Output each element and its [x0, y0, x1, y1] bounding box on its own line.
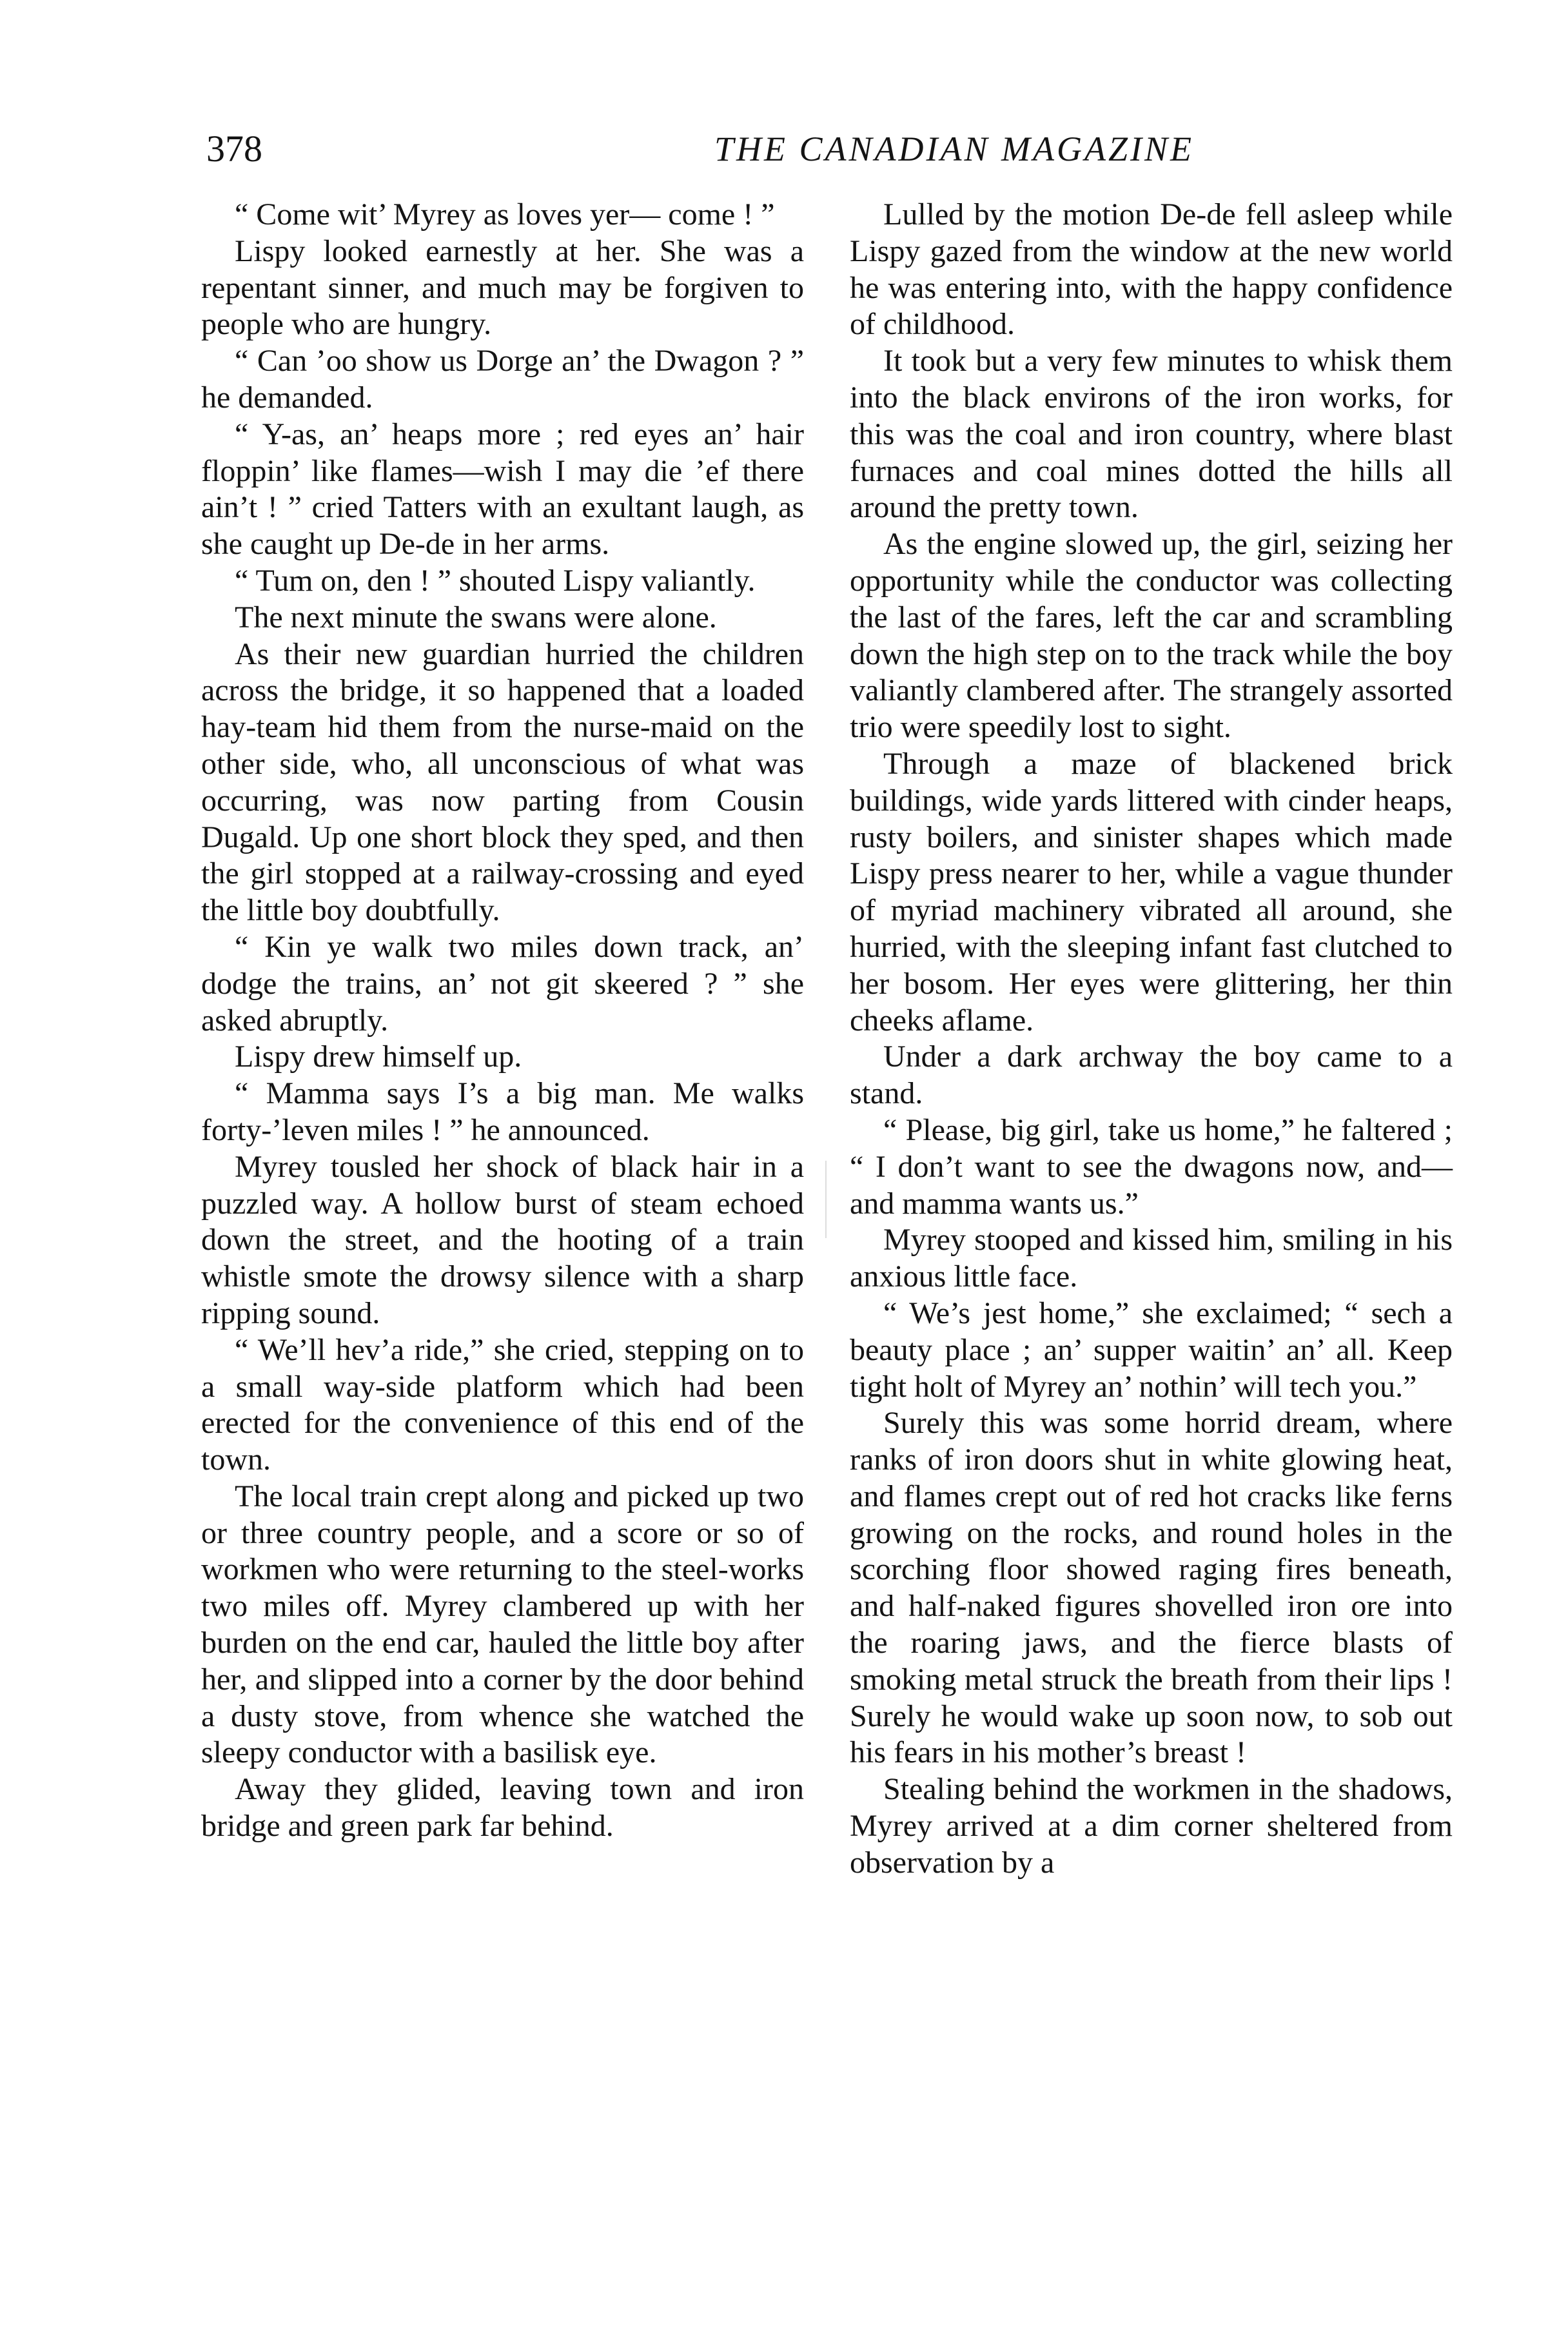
left-column [201, 197, 804, 1845]
page-number: 378 [206, 128, 262, 170]
right-column [850, 197, 1453, 1882]
paragraph: “ We’ll hev’a ride,” she cried, stepping on to a small way-side platform which had been erected for the convenience of this end of the town. [201, 1332, 804, 1477]
paragraph: “ Mamma says I’s a big man. Me walks forty-’leven miles ! ” he announced. [201, 1076, 804, 1147]
running-title: THE CANADIAN MAGAZINE [714, 130, 1194, 168]
paragraph: Lispy drew himself up. [235, 1039, 522, 1074]
paragraph: Myrey tousled her shock of black hair in a puzzled way. A hollow burst of steam echoed down the street, and the hooting of a train whistle smote the drowsy silence with a sharp ripping sound. [201, 1149, 804, 1330]
paragraph: “ Come wit’ Myrey as loves yer— come ! ” [235, 197, 775, 231]
paragraph: The next minute the swans were alone. [235, 600, 717, 635]
paragraph: Stealing behind the workmen in the shadows, Myrey arrived at a dim corner sheltered from observation by a [850, 1772, 1453, 1880]
paragraph: As their new guardian hurried the children across the bridge, it so happened that a loaded hay-team hid them from the nurse-maid on the other side, who, all unconscious of what was occurring, was now parting from Cousin Dugald. Up one short block they sped, and then the girl stopped at a railway-crossing and eyed the little boy doubtfully. [201, 636, 804, 928]
paragraph: “ Y-as, an’ heaps more ; red eyes an’ hair floppin’ like flames—wish I may die ’ef there ain’t ! ” cried Tatters with an exultant laugh, as she caught up De-de in her arms. [201, 417, 804, 562]
paragraph: “ Can ’oo show us Dorge an’ the Dwagon ? ” he demanded. [201, 344, 804, 415]
paragraph: As the engine slowed up, the girl, seizing her opportunity while the conductor was collecting the last of the fares, left the car and scrambling down the high step on to the track while the boy valiantly clambered after. The strangely assorted trio were speedily lost to sight. [850, 527, 1453, 745]
paragraph: It took but a very few minutes to whisk them into the black environs of the iron works, for this was the coal and iron country, where blast furnaces and coal mines dotted the hills all around the pretty town. [850, 344, 1453, 525]
column-divider [825, 1161, 827, 1238]
paragraph: “ We’s jest home,” she exclaimed; “ sech a beauty place ; an’ supper waitin’ an’ all. Keep tight holt of Myrey an’ nothin’ will tech you.” [850, 1295, 1453, 1404]
paragraph: The local train crept along and picked up two or three country people, and a score or so of workmen who were returning to the steel-works two miles off. Myrey clambered up with her burden on the end car, hauled the little boy after her, and slipped into a corner by the door behind a dusty stove, from whence she watched the sleepy conductor with a basilisk eye. [201, 1479, 804, 1770]
paragraph: “ Tum on, den ! ” shouted Lispy valiantly. [235, 563, 756, 598]
paragraph: “ Please, big girl, take us home,” he faltered ; “ I don’t want to see the dwagons now, and—and mamma wants us.” [850, 1112, 1453, 1221]
paragraph: Away they glided, leaving town and iron bridge and green park far behind. [201, 1772, 804, 1844]
paragraph: Myrey stooped and kissed him, smiling in his anxious little face. [850, 1223, 1453, 1294]
paragraph: Under a dark archway the boy came to a stand. [850, 1039, 1453, 1111]
page-header [0, 120, 1568, 178]
paragraph: Lispy looked earnestly at her. She was a repentant sinner, and much may be forgiven to people who are hungry. [201, 233, 804, 342]
paragraph: Surely this was some horrid dream, where ranks of iron doors shut in white glowing heat, and flames crept out of red hot cracks like ferns growing on the rocks, and round holes in the scorching floor showed raging fires beneath, and half-naked figures shovelled iron ore into the roaring jaws, and the fierce blasts of smoking metal struck the breath from their lips ! Surely he would wake up soon now, to sob out his fears in his mother’s breast ! [850, 1406, 1453, 1770]
paragraph: Through a maze of blackened brick buildings, wide yards littered with cinder heaps, rusty boilers, and sinister shapes which made Lispy press nearer to her, while a vague thunder of myriad machinery vibrated all around, she hurried, with the sleeping infant fast clutched to her bosom. Her eyes were glittering, her thin cheeks aflame. [850, 746, 1453, 1038]
paragraph: “ Kin ye walk two miles down track, an’ dodge the trains, an’ not git skeered ? ” she asked abruptly. [201, 929, 804, 1038]
paragraph: Lulled by the motion De-de fell asleep while Lispy gazed from the window at the new world he was entering into, with the happy confidence of childhood. [850, 197, 1453, 342]
